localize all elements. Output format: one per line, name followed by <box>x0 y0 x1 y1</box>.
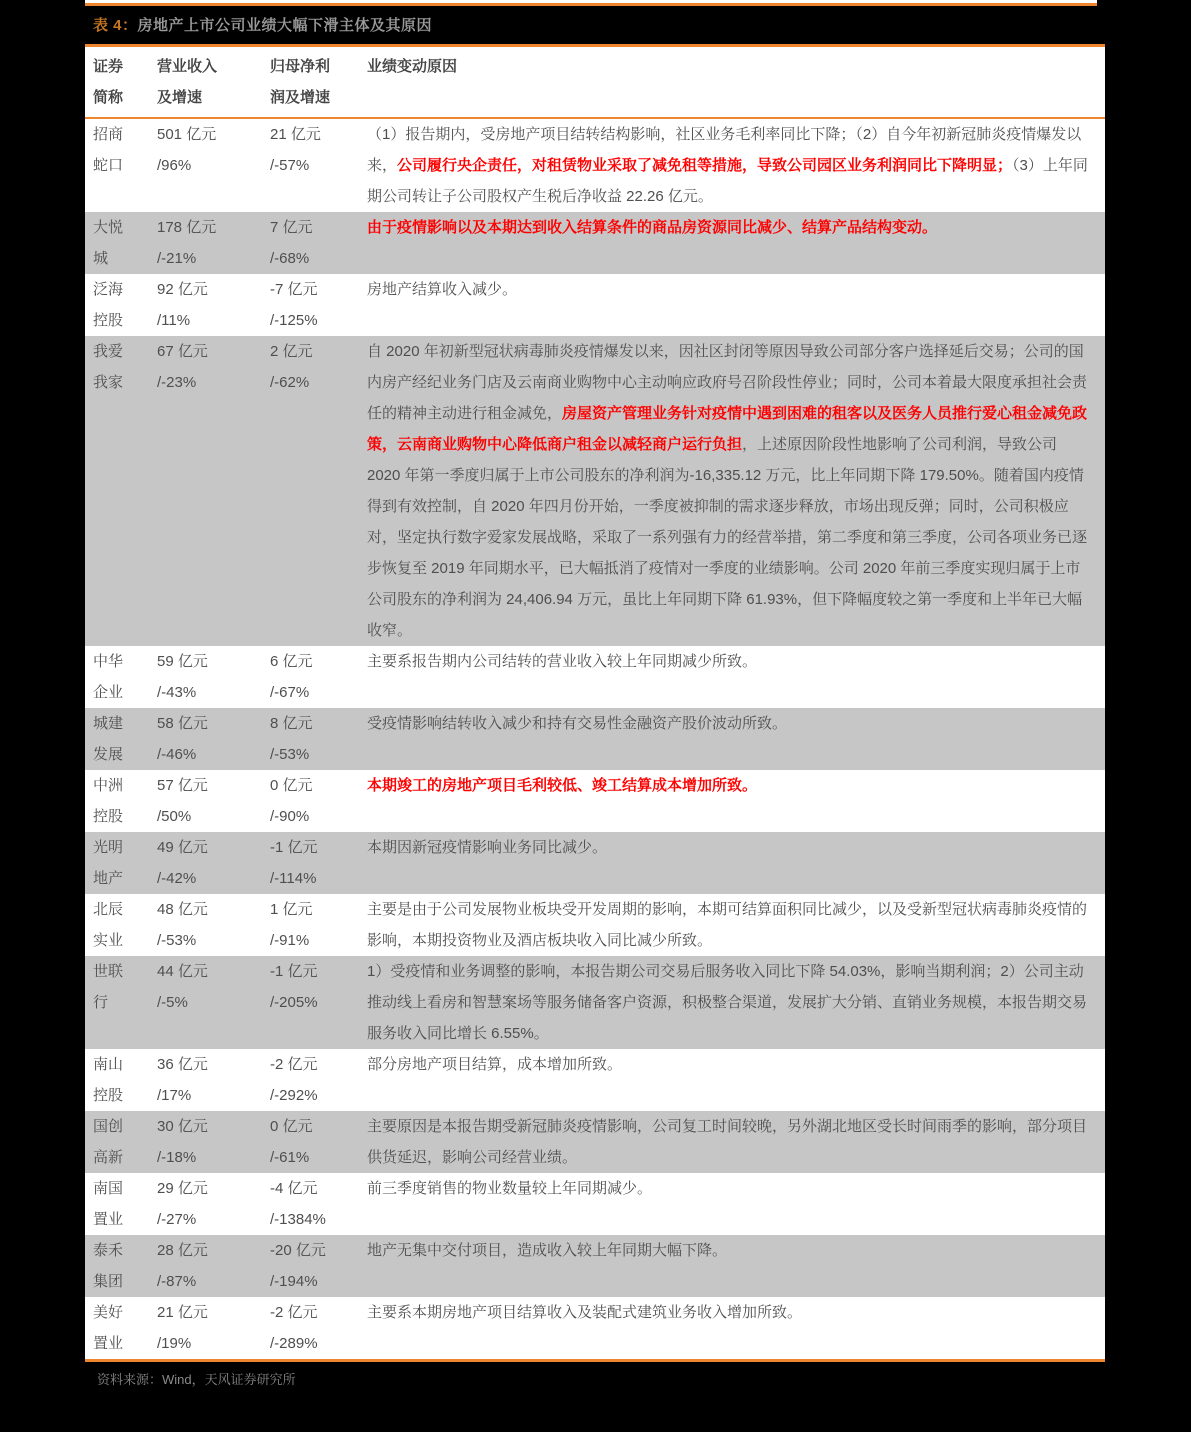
revenue-growth: /-5% <box>157 994 188 1011</box>
reason-cell <box>367 956 1105 1049</box>
header-net-profit: 归母净利 润及增速 <box>270 58 331 106</box>
revenue-growth: /-43% <box>157 684 197 701</box>
profit-value: 7 亿元 <box>270 219 313 236</box>
profit-cell <box>270 708 367 770</box>
reason-text: 受疫情影响结转收入减少和持有交易性金融资产股价波动所致。 <box>367 715 788 732</box>
reason-text: 1）受疫情和业务调整的影响，本报告期公司交易后服务收入同比下降 54.03%，影响当期利润；2）公司主动推动线上看房和智慧案场等服务储备客户资源，积极整合渠道，发展扩大分销、直销业务规模，本报告期交易服务收入同比增长 6.55%。 <box>367 963 1088 1042</box>
table-row <box>85 1297 1105 1359</box>
ticker-cell <box>85 1235 157 1297</box>
profit-growth: /-53% <box>270 746 310 763</box>
reason-text: 地产无集中交付项目，造成收入较上年同期大幅下降。 <box>367 1242 728 1259</box>
table-row <box>85 646 1105 708</box>
table-row <box>85 708 1105 770</box>
profit-cell <box>270 770 367 832</box>
profit-value: -2 亿元 <box>270 1304 318 1321</box>
revenue-growth: /-42% <box>157 870 197 887</box>
ticker-line2: 企业 <box>93 684 124 701</box>
revenue-growth: /96% <box>157 157 192 174</box>
profit-cell <box>270 956 367 1049</box>
profit-cell <box>270 832 367 894</box>
ticker-line1: 大悦 <box>93 219 124 236</box>
profit-value: 8 亿元 <box>270 715 313 732</box>
profit-value: 2 亿元 <box>270 343 313 360</box>
revenue-value: 28 亿元 <box>157 1242 208 1259</box>
table-row <box>85 1111 1105 1173</box>
revenue-cell <box>157 1111 270 1173</box>
reason-cell <box>367 646 1105 708</box>
profit-cell <box>270 1111 367 1173</box>
revenue-growth: /11% <box>157 312 191 329</box>
ticker-cell <box>85 1049 157 1111</box>
ticker-line1: 南国 <box>93 1180 124 1197</box>
header-ticker: 证券 简称 <box>93 58 124 106</box>
revenue-growth: /-53% <box>157 932 197 949</box>
reason-text: 房地产结算收入减少。 <box>367 281 518 298</box>
ticker-cell <box>85 336 157 646</box>
table-row <box>85 1173 1105 1235</box>
profit-value: -1 亿元 <box>270 963 318 980</box>
reason-cell <box>367 1111 1105 1173</box>
profit-growth: /-194% <box>270 1273 318 1290</box>
revenue-growth: /17% <box>157 1087 192 1104</box>
profit-growth: /-1384% <box>270 1211 326 1228</box>
profit-growth: /-67% <box>270 684 310 701</box>
ticker-line2: 城 <box>93 250 109 267</box>
ticker-line2: 集团 <box>93 1273 124 1290</box>
ticker-line2: 地产 <box>93 870 124 887</box>
ticker-line1: 南山 <box>93 1056 124 1073</box>
table-row <box>85 832 1105 894</box>
revenue-cell <box>157 119 270 212</box>
reason-text: 主要系报告期内公司结转的营业收入较上年同期减少所致。 <box>367 653 758 670</box>
ticker-cell <box>85 646 157 708</box>
ticker-cell <box>85 119 157 212</box>
ticker-line1: 招商 <box>93 126 124 143</box>
table-caption <box>85 6 1105 44</box>
ticker-line2: 控股 <box>93 808 124 825</box>
reason-cell <box>367 274 1105 336</box>
table-row <box>85 119 1105 212</box>
profit-value: 0 亿元 <box>270 1118 313 1135</box>
header-revenue: 营业收入 及增速 <box>157 58 218 106</box>
profit-growth: /-91% <box>270 932 310 949</box>
table-row <box>85 336 1105 646</box>
profit-growth: /-61% <box>270 1149 310 1166</box>
profit-growth: /-62% <box>270 374 310 391</box>
revenue-growth: /-23% <box>157 374 197 391</box>
reason-cell <box>367 119 1105 212</box>
ticker-cell <box>85 708 157 770</box>
revenue-cell <box>157 894 270 956</box>
ticker-line1: 城建 <box>93 715 124 732</box>
ticker-line1: 美好 <box>93 1304 124 1321</box>
reason-cell <box>367 708 1105 770</box>
profit-value: 1 亿元 <box>270 901 313 918</box>
ticker-line2: 行 <box>93 994 109 1011</box>
profit-value: -1 亿元 <box>270 839 318 856</box>
ticker-cell <box>85 956 157 1049</box>
profit-growth: /-205% <box>270 994 318 1011</box>
ticker-line1: 中华 <box>93 653 124 670</box>
revenue-growth: /-46% <box>157 746 197 763</box>
revenue-cell <box>157 1235 270 1297</box>
revenue-cell <box>157 956 270 1049</box>
reason-cell <box>367 1235 1105 1297</box>
table-header-row <box>85 47 1105 119</box>
revenue-value: 30 亿元 <box>157 1118 208 1135</box>
profit-value: 21 亿元 <box>270 126 321 143</box>
reason-cell <box>367 894 1105 956</box>
profit-growth: /-289% <box>270 1335 318 1352</box>
table-caption-title: 房地产上市公司业绩大幅下滑主体及其原因 <box>137 17 433 34</box>
profit-value: -7 亿元 <box>270 281 318 298</box>
revenue-growth: /-87% <box>157 1273 197 1290</box>
profit-growth: /-292% <box>270 1087 318 1104</box>
reason-cell <box>367 336 1105 646</box>
revenue-value: 59 亿元 <box>157 653 208 670</box>
revenue-value: 501 亿元 <box>157 126 217 143</box>
performance-table <box>85 44 1105 1362</box>
reason-cell <box>367 832 1105 894</box>
reason-text: 主要系本期房地产项目结算收入及装配式建筑业务收入增加所致。 <box>367 1304 803 1321</box>
ticker-cell <box>85 1111 157 1173</box>
revenue-growth: /-27% <box>157 1211 197 1228</box>
profit-value: -20 亿元 <box>270 1242 326 1259</box>
revenue-growth: /-18% <box>157 1149 197 1166</box>
ticker-cell <box>85 832 157 894</box>
profit-value: -2 亿元 <box>270 1056 318 1073</box>
ticker-line2: 发展 <box>93 746 124 763</box>
revenue-value: 67 亿元 <box>157 343 208 360</box>
report-page <box>85 0 1105 1388</box>
ticker-line1: 泰禾 <box>93 1242 124 1259</box>
reason-highlight-text: 由于疫情影响以及本期达到收入结算条件的商品房资源同比减少、结算产品结构变动。 <box>367 219 938 236</box>
profit-growth: /-114% <box>270 870 317 887</box>
profit-growth: /-125% <box>270 312 318 329</box>
reason-cell <box>367 212 1105 274</box>
reason-text: （3）上年同期公司转让子公司股权产生税后净收益 22.26 亿元。 <box>367 157 1088 205</box>
profit-growth: /-57% <box>270 157 310 174</box>
revenue-cell <box>157 646 270 708</box>
table-caption-prefix: 表 4： <box>93 17 138 34</box>
profit-cell <box>270 894 367 956</box>
table-row <box>85 1049 1105 1111</box>
reason-cell <box>367 1173 1105 1235</box>
reason-text: （1）报告期内，受房地产项目结转结构影响，社区业务毛利率同比下降；（2）自今年初新冠肺炎疫情爆发以来， <box>367 126 1082 174</box>
revenue-value: 36 亿元 <box>157 1056 208 1073</box>
ticker-line1: 北辰 <box>93 901 124 918</box>
ticker-cell <box>85 894 157 956</box>
profit-cell <box>270 274 367 336</box>
ticker-line1: 泛海 <box>93 281 124 298</box>
source-note: 资料来源：Wind，天风证券研究所 <box>97 1372 296 1387</box>
profit-value: 6 亿元 <box>270 653 313 670</box>
profit-growth: /-68% <box>270 250 310 267</box>
ticker-cell <box>85 1173 157 1235</box>
reason-cell <box>367 1049 1105 1111</box>
revenue-value: 178 亿元 <box>157 219 217 236</box>
reason-text: 部分房地产项目结算，成本增加所致。 <box>367 1056 623 1073</box>
reason-text: 自 2020 年初新型冠状病毒肺炎疫情爆发以来，因社区封闭等原因导致公司部分客户选择延后交易；公司的国内房产经纪业务门店及云南商业购物中心主动响应政府号召阶段性停业；同时，公司本着最大限度承担社会责任的精神主动进行租金减免， <box>367 343 1088 422</box>
ticker-line1: 中洲 <box>93 777 124 794</box>
ticker-cell <box>85 212 157 274</box>
revenue-growth: /19% <box>157 1335 192 1352</box>
reason-highlight-text: 本期竣工的房地产项目毛利较低、竣工结算成本增加所致。 <box>367 777 758 794</box>
profit-cell <box>270 336 367 646</box>
header-reason: 业绩变动原因 <box>367 58 458 75</box>
revenue-value: 44 亿元 <box>157 963 208 980</box>
table-row <box>85 770 1105 832</box>
profit-value: -4 亿元 <box>270 1180 318 1197</box>
profit-growth: /-90% <box>270 808 310 825</box>
reason-text: 本期因新冠疫情影响业务同比减少。 <box>367 839 608 856</box>
reason-text: 主要原因是本报告期受新冠肺炎疫情影响，公司复工时间较晚，另外湖北地区受长时间雨季的影响，部分项目供货延迟，影响公司经营业绩。 <box>367 1118 1088 1166</box>
revenue-value: 48 亿元 <box>157 901 208 918</box>
ticker-line1: 国创 <box>93 1118 124 1135</box>
profit-cell <box>270 119 367 212</box>
revenue-cell <box>157 212 270 274</box>
revenue-cell <box>157 708 270 770</box>
profit-cell <box>270 212 367 274</box>
ticker-line2: 高新 <box>93 1149 124 1166</box>
ticker-line2: 蛇口 <box>93 157 124 174</box>
profit-value: 0 亿元 <box>270 777 313 794</box>
reason-cell <box>367 770 1105 832</box>
reason-text: 主要是由于公司发展物业板块受开发周期的影响，本期可结算面积同比减少，以及受新型冠状病毒肺炎疫情的影响，本期投资物业及酒店板块收入同比减少所致。 <box>367 901 1088 949</box>
table-body <box>85 119 1105 1359</box>
table-row <box>85 1235 1105 1297</box>
ticker-line1: 光明 <box>93 839 124 856</box>
ticker-line2: 控股 <box>93 1087 124 1104</box>
ticker-line1: 我爱 <box>93 343 124 360</box>
table-row <box>85 212 1105 274</box>
profit-cell <box>270 646 367 708</box>
reason-cell <box>367 1297 1105 1359</box>
revenue-cell <box>157 274 270 336</box>
revenue-cell <box>157 832 270 894</box>
ticker-cell <box>85 770 157 832</box>
revenue-growth: /-21% <box>157 250 197 267</box>
revenue-value: 58 亿元 <box>157 715 208 732</box>
ticker-line2: 置业 <box>93 1211 124 1228</box>
revenue-growth: /50% <box>157 808 192 825</box>
table-row <box>85 894 1105 956</box>
profit-cell <box>270 1235 367 1297</box>
reason-text: ，上述原因阶段性地影响了公司利润，导致公司 2020 年第一季度归属于上市公司股东的净利润为-16,335.12 万元，比上年同期下降 179.50%。随着国内疫情得到有效控制，自 2020 年四月份开始，一季度被抑制的需求逐步释放，市场出现反弹；同时，公司积极应对，坚定执行数字爱家发展战略，采取了一系列强有力的经营举措，第二季度和第三季度，公司各项业务已逐步恢复至 2019 年同期水平，已大幅抵消了疫情对一季度的业绩影响。公司 2020 年前三季度实现归属于上市公司股东的净利润为 24,406.94 万元，虽比上年同期下降 61.93%，但下降幅度较之第一季度和上半年已大幅收窄。 <box>367 436 1088 639</box>
table-row <box>85 956 1105 1049</box>
ticker-line1: 世联 <box>93 963 124 980</box>
profit-cell <box>270 1297 367 1359</box>
ticker-line2: 我家 <box>93 374 124 391</box>
reason-highlight-text: 房屋资产管理业务针对疫情中遇到困难的租客以及医务人员推行爱心租金减免政策，云南商业购物中心降低商户租金以减轻商户运行负担 <box>367 405 1088 453</box>
revenue-value: 92 亿元 <box>157 281 208 298</box>
revenue-value: 21 亿元 <box>157 1304 208 1321</box>
ticker-line2: 控股 <box>93 312 124 329</box>
ticker-line2: 实业 <box>93 932 124 949</box>
revenue-value: 29 亿元 <box>157 1180 208 1197</box>
ticker-cell <box>85 274 157 336</box>
profit-cell <box>270 1173 367 1235</box>
revenue-cell <box>157 1049 270 1111</box>
revenue-value: 57 亿元 <box>157 777 208 794</box>
ticker-cell <box>85 1297 157 1359</box>
revenue-cell <box>157 336 270 646</box>
revenue-cell <box>157 1297 270 1359</box>
reason-text: 前三季度销售的物业数量较上年同期减少。 <box>367 1180 653 1197</box>
revenue-value: 49 亿元 <box>157 839 208 856</box>
reason-highlight-text: 公司履行央企责任，对租赁物业采取了减免租等措施，导致公司园区业务利润同比下降明显； <box>397 157 1013 174</box>
ticker-line2: 置业 <box>93 1335 124 1352</box>
table-row <box>85 274 1105 336</box>
profit-cell <box>270 1049 367 1111</box>
revenue-cell <box>157 1173 270 1235</box>
revenue-cell <box>157 770 270 832</box>
